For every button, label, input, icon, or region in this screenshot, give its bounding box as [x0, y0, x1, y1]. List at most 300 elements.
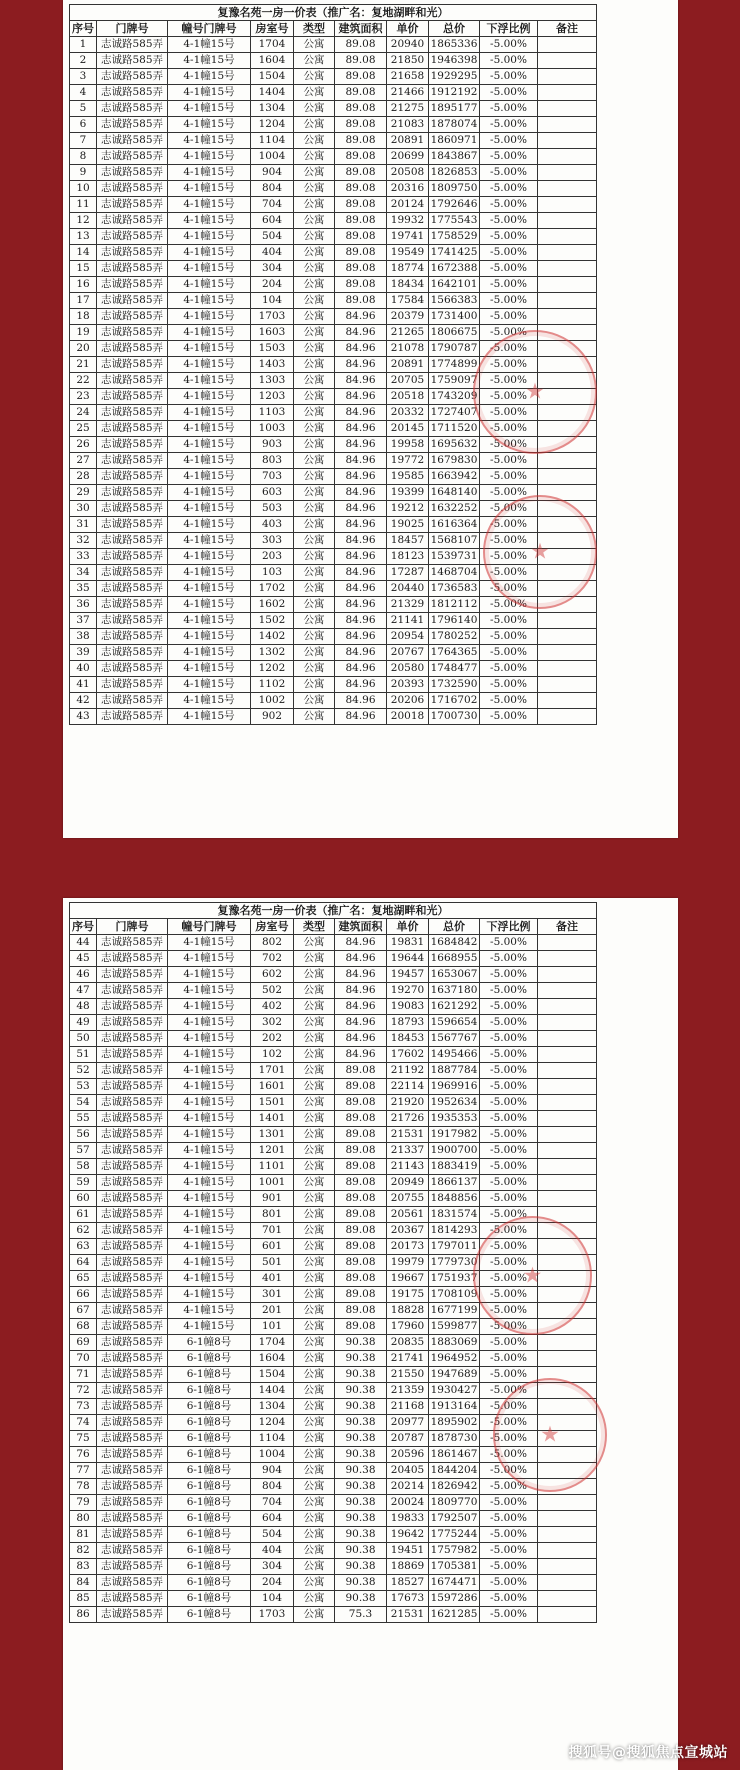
type-cell: 公寓: [294, 629, 335, 645]
remark-cell: [538, 389, 597, 405]
seq-cell: 8: [70, 149, 97, 165]
area-cell: 89.08: [335, 37, 387, 53]
door-number-cell: 志诚路585弄: [97, 421, 168, 437]
unit-price-cell: 18434: [387, 277, 429, 293]
total-price-cell: 1716702: [429, 693, 480, 709]
table-row: [70, 1175, 597, 1191]
remark-cell: [538, 1111, 597, 1127]
door-number-cell: 志诚路585弄: [97, 261, 168, 277]
door-number-cell: 志诚路585弄: [97, 1431, 168, 1447]
unit-price-cell: 20561: [387, 1207, 429, 1223]
unit-price-cell: 20949: [387, 1175, 429, 1191]
area-cell: 84.96: [335, 533, 387, 549]
area-cell: 84.96: [335, 325, 387, 341]
table-title: 复豫名苑一房一价表（推广名：复地湖畔和光）: [70, 903, 597, 919]
discount-cell: -5.00%: [480, 1255, 538, 1271]
door-number-cell: 志诚路585弄: [97, 1575, 168, 1591]
table-row: [70, 261, 597, 277]
discount-cell: -5.00%: [480, 293, 538, 309]
seq-cell: 14: [70, 245, 97, 261]
seq-cell: 85: [70, 1591, 97, 1607]
type-cell: 公寓: [294, 421, 335, 437]
room-number-cell: 104: [251, 1591, 294, 1607]
unit-price-cell: 21531: [387, 1607, 429, 1623]
total-price-cell: 1796140: [429, 613, 480, 629]
table-row: [70, 1143, 597, 1159]
area-cell: 90.38: [335, 1367, 387, 1383]
area-cell: 90.38: [335, 1527, 387, 1543]
unit-price-cell: 18774: [387, 261, 429, 277]
type-cell: 公寓: [294, 117, 335, 133]
building-number-cell: 4-1幢15号: [168, 485, 251, 501]
remark-cell: [538, 677, 597, 693]
type-cell: 公寓: [294, 1303, 335, 1319]
room-number-cell: 1502: [251, 613, 294, 629]
table-row: [70, 245, 597, 261]
seq-cell: 34: [70, 565, 97, 581]
seq-cell: 3: [70, 69, 97, 85]
seq-cell: 61: [70, 1207, 97, 1223]
table-row: [70, 389, 597, 405]
remark-cell: [538, 1511, 597, 1527]
building-number-cell: 4-1幢15号: [168, 1303, 251, 1319]
unit-price-cell: 21143: [387, 1159, 429, 1175]
unit-price-cell: 21920: [387, 1095, 429, 1111]
door-number-cell: 志诚路585弄: [97, 1047, 168, 1063]
building-number-cell: 4-1幢15号: [168, 645, 251, 661]
unit-price-cell: 20405: [387, 1463, 429, 1479]
unit-price-cell: 21141: [387, 613, 429, 629]
building-number-cell: 6-1幢8号: [168, 1447, 251, 1463]
unit-price-cell: 21531: [387, 1127, 429, 1143]
discount-cell: -5.00%: [480, 1367, 538, 1383]
area-cell: 90.38: [335, 1511, 387, 1527]
type-cell: 公寓: [294, 967, 335, 983]
table-row: [70, 85, 597, 101]
remark-cell: [538, 469, 597, 485]
room-number-cell: 102: [251, 1047, 294, 1063]
seq-cell: 43: [70, 709, 97, 725]
unit-price-cell: 17602: [387, 1047, 429, 1063]
discount-cell: -5.00%: [480, 437, 538, 453]
seq-cell: 86: [70, 1607, 97, 1623]
unit-price-cell: 20954: [387, 629, 429, 645]
building-number-cell: 4-1幢15号: [168, 501, 251, 517]
room-number-cell: 502: [251, 983, 294, 999]
unit-price-cell: 20755: [387, 1191, 429, 1207]
area-cell: 89.08: [335, 1255, 387, 1271]
remark-cell: [538, 1223, 597, 1239]
area-cell: 89.08: [335, 277, 387, 293]
type-cell: 公寓: [294, 1239, 335, 1255]
remark-cell: [538, 1095, 597, 1111]
area-cell: 89.08: [335, 1191, 387, 1207]
seq-cell: 46: [70, 967, 97, 983]
remark-cell: [538, 117, 597, 133]
total-price-cell: 1814293: [429, 1223, 480, 1239]
remark-cell: [538, 373, 597, 389]
unit-price-cell: 19644: [387, 951, 429, 967]
room-number-cell: 1504: [251, 1367, 294, 1383]
total-price-cell: 1895902: [429, 1415, 480, 1431]
type-cell: 公寓: [294, 1143, 335, 1159]
remark-cell: [538, 565, 597, 581]
room-number-cell: 1704: [251, 37, 294, 53]
seq-cell: 4: [70, 85, 97, 101]
room-number-cell: 804: [251, 181, 294, 197]
type-cell: 公寓: [294, 309, 335, 325]
total-price-cell: 1887784: [429, 1063, 480, 1079]
type-cell: 公寓: [294, 565, 335, 581]
seq-cell: 26: [70, 437, 97, 453]
unit-price-cell: 20508: [387, 165, 429, 181]
room-number-cell: 1104: [251, 133, 294, 149]
type-cell: 公寓: [294, 1559, 335, 1575]
discount-cell: -5.00%: [480, 1111, 538, 1127]
type-cell: 公寓: [294, 1367, 335, 1383]
type-cell: 公寓: [294, 1159, 335, 1175]
room-number-cell: 302: [251, 1015, 294, 1031]
type-cell: 公寓: [294, 149, 335, 165]
total-price-cell: 1883419: [429, 1159, 480, 1175]
remark-cell: [538, 1175, 597, 1191]
table-row: [70, 1463, 597, 1479]
discount-cell: -5.00%: [480, 421, 538, 437]
type-cell: 公寓: [294, 1351, 335, 1367]
total-price-cell: 1790787: [429, 341, 480, 357]
door-number-cell: 志诚路585弄: [97, 533, 168, 549]
seq-cell: 69: [70, 1335, 97, 1351]
remark-cell: [538, 549, 597, 565]
area-cell: 84.96: [335, 341, 387, 357]
building-number-cell: 6-1幢8号: [168, 1351, 251, 1367]
door-number-cell: 志诚路585弄: [97, 999, 168, 1015]
door-number-cell: 志诚路585弄: [97, 389, 168, 405]
room-number-cell: 304: [251, 261, 294, 277]
seq-cell: 35: [70, 581, 97, 597]
building-number-cell: 4-1幢15号: [168, 421, 251, 437]
area-cell: 84.96: [335, 549, 387, 565]
unit-price-cell: 19549: [387, 245, 429, 261]
total-price-cell: 1632252: [429, 501, 480, 517]
remark-cell: [538, 85, 597, 101]
door-number-cell: 志诚路585弄: [97, 149, 168, 165]
total-price-cell: 1616364: [429, 517, 480, 533]
discount-cell: -5.00%: [480, 1527, 538, 1543]
discount-cell: -5.00%: [480, 1015, 538, 1031]
seq-cell: 73: [70, 1399, 97, 1415]
remark-cell: [538, 1047, 597, 1063]
door-number-cell: 志诚路585弄: [97, 517, 168, 533]
remark-cell: [538, 983, 597, 999]
type-cell: 公寓: [294, 1287, 335, 1303]
type-cell: 公寓: [294, 1223, 335, 1239]
remark-cell: [538, 1319, 597, 1335]
table-row: [70, 133, 597, 149]
type-cell: 公寓: [294, 389, 335, 405]
unit-price-cell: 18457: [387, 533, 429, 549]
area-cell: 90.38: [335, 1383, 387, 1399]
table-row: [70, 1031, 597, 1047]
remark-cell: [538, 1543, 597, 1559]
door-number-cell: 志诚路585弄: [97, 181, 168, 197]
remark-cell: [538, 999, 597, 1015]
room-number-cell: 303: [251, 533, 294, 549]
discount-cell: -5.00%: [480, 709, 538, 725]
door-number-cell: 志诚路585弄: [97, 1143, 168, 1159]
room-number-cell: 1003: [251, 421, 294, 437]
unit-price-cell: 20214: [387, 1479, 429, 1495]
building-number-cell: 6-1幢8号: [168, 1607, 251, 1623]
room-number-cell: 701: [251, 1223, 294, 1239]
remark-cell: [538, 1271, 597, 1287]
door-number-cell: 志诚路585弄: [97, 645, 168, 661]
watermark-text: 搜狐号@搜狐焦点宣城站: [568, 1745, 728, 1761]
unit-price-cell: 18828: [387, 1303, 429, 1319]
area-cell: 90.38: [335, 1559, 387, 1575]
door-number-cell: 志诚路585弄: [97, 405, 168, 421]
table-row: [70, 1127, 597, 1143]
table-row: [70, 1159, 597, 1175]
total-price-cell: 1935353: [429, 1111, 480, 1127]
room-number-cell: 804: [251, 1479, 294, 1495]
discount-cell: -5.00%: [480, 85, 538, 101]
room-number-cell: 904: [251, 1463, 294, 1479]
building-number-cell: 4-1幢15号: [168, 661, 251, 677]
room-number-cell: 1403: [251, 357, 294, 373]
discount-cell: -5.00%: [480, 533, 538, 549]
type-cell: 公寓: [294, 165, 335, 181]
area-cell: 90.38: [335, 1495, 387, 1511]
seq-cell: 20: [70, 341, 97, 357]
type-cell: 公寓: [294, 229, 335, 245]
room-number-cell: 204: [251, 1575, 294, 1591]
remark-cell: [538, 1415, 597, 1431]
door-number-cell: 志诚路585弄: [97, 277, 168, 293]
table-row: [70, 1527, 597, 1543]
room-number-cell: 1201: [251, 1143, 294, 1159]
type-cell: 公寓: [294, 1543, 335, 1559]
table-row: [70, 549, 597, 565]
discount-cell: -5.00%: [480, 1303, 538, 1319]
room-number-cell: 104: [251, 293, 294, 309]
discount-cell: -5.00%: [480, 453, 538, 469]
door-number-cell: 志诚路585弄: [97, 85, 168, 101]
unit-price-cell: 18793: [387, 1015, 429, 1031]
table-row: [70, 53, 597, 69]
total-price-cell: 1947689: [429, 1367, 480, 1383]
room-number-cell: 1402: [251, 629, 294, 645]
room-number-cell: 1704: [251, 1335, 294, 1351]
type-cell: 公寓: [294, 1447, 335, 1463]
door-number-cell: 志诚路585弄: [97, 1127, 168, 1143]
total-price-cell: 1700730: [429, 709, 480, 725]
table-row: [70, 1479, 597, 1495]
unit-price-cell: 22114: [387, 1079, 429, 1095]
table-row: [70, 1287, 597, 1303]
room-number-cell: 504: [251, 229, 294, 245]
remark-cell: [538, 1383, 597, 1399]
discount-cell: -5.00%: [480, 277, 538, 293]
table-row: [70, 709, 597, 725]
room-number-cell: 1102: [251, 677, 294, 693]
remark-cell: [538, 533, 597, 549]
seq-cell: 25: [70, 421, 97, 437]
seq-cell: 37: [70, 613, 97, 629]
building-number-cell: 6-1幢8号: [168, 1543, 251, 1559]
discount-cell: -5.00%: [480, 1463, 538, 1479]
discount-cell: -5.00%: [480, 565, 538, 581]
remark-cell: [538, 437, 597, 453]
room-number-cell: 901: [251, 1191, 294, 1207]
seq-cell: 67: [70, 1303, 97, 1319]
building-number-cell: 4-1幢15号: [168, 951, 251, 967]
type-cell: 公寓: [294, 1191, 335, 1207]
remark-cell: [538, 293, 597, 309]
seq-cell: 71: [70, 1367, 97, 1383]
total-price-cell: 1642101: [429, 277, 480, 293]
seq-cell: 45: [70, 951, 97, 967]
remark-cell: [538, 709, 597, 725]
type-cell: 公寓: [294, 533, 335, 549]
discount-cell: -5.00%: [480, 197, 538, 213]
seq-cell: 54: [70, 1095, 97, 1111]
total-price-cell: 1672388: [429, 261, 480, 277]
unit-price-cell: 20787: [387, 1431, 429, 1447]
discount-cell: -5.00%: [480, 1351, 538, 1367]
door-number-cell: 志诚路585弄: [97, 709, 168, 725]
remark-cell: [538, 133, 597, 149]
area-cell: 84.96: [335, 405, 387, 421]
area-cell: 84.96: [335, 709, 387, 725]
door-number-cell: 志诚路585弄: [97, 1159, 168, 1175]
building-number-cell: 4-1幢15号: [168, 693, 251, 709]
table-row: [70, 501, 597, 517]
remark-cell: [538, 597, 597, 613]
room-number-cell: 904: [251, 165, 294, 181]
unit-price-cell: 21329: [387, 597, 429, 613]
total-price-cell: 1748477: [429, 661, 480, 677]
discount-cell: -5.00%: [480, 1063, 538, 1079]
unit-price-cell: 21078: [387, 341, 429, 357]
discount-cell: -5.00%: [480, 1495, 538, 1511]
type-cell: 公寓: [294, 709, 335, 725]
seq-cell: 79: [70, 1495, 97, 1511]
type-cell: 公寓: [294, 1575, 335, 1591]
total-price-cell: 1599877: [429, 1319, 480, 1335]
type-cell: 公寓: [294, 501, 335, 517]
table-row: [70, 453, 597, 469]
unit-price-cell: 20124: [387, 197, 429, 213]
total-price-cell: 1732590: [429, 677, 480, 693]
room-number-cell: 1404: [251, 1383, 294, 1399]
column-header: 门牌号: [97, 919, 168, 935]
room-number-cell: 1701: [251, 1063, 294, 1079]
area-cell: 89.08: [335, 1207, 387, 1223]
area-cell: 90.38: [335, 1575, 387, 1591]
total-price-cell: 1831574: [429, 1207, 480, 1223]
table-row: [70, 1063, 597, 1079]
type-cell: 公寓: [294, 357, 335, 373]
type-cell: 公寓: [294, 101, 335, 117]
area-cell: 84.96: [335, 357, 387, 373]
area-cell: 89.08: [335, 293, 387, 309]
building-number-cell: 4-1幢15号: [168, 1143, 251, 1159]
building-number-cell: 4-1幢15号: [168, 1127, 251, 1143]
table-row: [70, 1511, 597, 1527]
door-number-cell: 志诚路585弄: [97, 1079, 168, 1095]
area-cell: 89.08: [335, 229, 387, 245]
building-number-cell: 4-1幢15号: [168, 149, 251, 165]
building-number-cell: 6-1幢8号: [168, 1431, 251, 1447]
door-number-cell: 志诚路585弄: [97, 1191, 168, 1207]
total-price-cell: 1952634: [429, 1095, 480, 1111]
discount-cell: -5.00%: [480, 1175, 538, 1191]
building-number-cell: 4-1幢15号: [168, 453, 251, 469]
area-cell: 89.08: [335, 133, 387, 149]
table-row: [70, 69, 597, 85]
room-number-cell: 702: [251, 951, 294, 967]
seq-cell: 39: [70, 645, 97, 661]
unit-price-cell: 20316: [387, 181, 429, 197]
room-number-cell: 201: [251, 1303, 294, 1319]
door-number-cell: 志诚路585弄: [97, 1319, 168, 1335]
area-cell: 89.08: [335, 1239, 387, 1255]
column-header: 建筑面积: [335, 21, 387, 37]
door-number-cell: 志诚路585弄: [97, 1303, 168, 1319]
area-cell: 90.38: [335, 1463, 387, 1479]
door-number-cell: 志诚路585弄: [97, 309, 168, 325]
building-number-cell: 4-1幢15号: [168, 69, 251, 85]
type-cell: 公寓: [294, 1031, 335, 1047]
table-row: [70, 357, 597, 373]
remark-cell: [538, 453, 597, 469]
table-row: [70, 197, 597, 213]
discount-cell: -5.00%: [480, 245, 538, 261]
seq-cell: 9: [70, 165, 97, 181]
remark-cell: [538, 1207, 597, 1223]
discount-cell: -5.00%: [480, 661, 538, 677]
seq-cell: 29: [70, 485, 97, 501]
remark-cell: [538, 181, 597, 197]
remark-cell: [538, 1431, 597, 1447]
door-number-cell: 志诚路585弄: [97, 1255, 168, 1271]
building-number-cell: 6-1幢8号: [168, 1495, 251, 1511]
table-row: [70, 1591, 597, 1607]
door-number-cell: 志诚路585弄: [97, 197, 168, 213]
type-cell: 公寓: [294, 261, 335, 277]
total-price-cell: 1866137: [429, 1175, 480, 1191]
area-cell: 90.38: [335, 1591, 387, 1607]
discount-cell: -5.00%: [480, 181, 538, 197]
area-cell: 84.96: [335, 373, 387, 389]
door-number-cell: 志诚路585弄: [97, 485, 168, 501]
type-cell: 公寓: [294, 645, 335, 661]
column-header: 类型: [294, 21, 335, 37]
discount-cell: -5.00%: [480, 373, 538, 389]
total-price-cell: 1865336: [429, 37, 480, 53]
seq-cell: 24: [70, 405, 97, 421]
discount-cell: -5.00%: [480, 549, 538, 565]
type-cell: 公寓: [294, 181, 335, 197]
seq-cell: 51: [70, 1047, 97, 1063]
area-cell: 84.96: [335, 1031, 387, 1047]
discount-cell: -5.00%: [480, 1559, 538, 1575]
table-row: [70, 1207, 597, 1223]
total-price-cell: 1695632: [429, 437, 480, 453]
seq-cell: 70: [70, 1351, 97, 1367]
discount-cell: -5.00%: [480, 967, 538, 983]
